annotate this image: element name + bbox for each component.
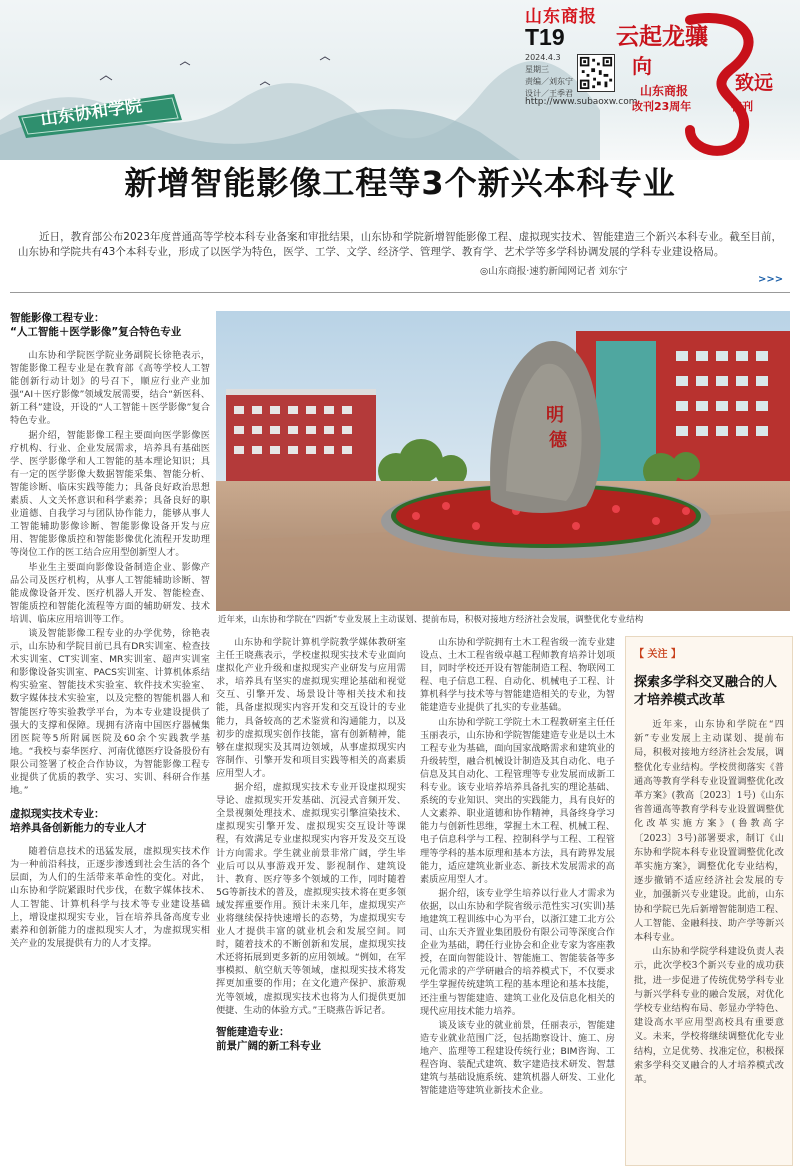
section-1-title: 智能影像工程专业：	[10, 312, 105, 324]
column-1	[10, 311, 210, 951]
slogan-special-edition: 特刊	[731, 100, 754, 113]
slogan-anniversary-text: 改刊23周年	[632, 100, 692, 113]
reporter-byline: ◎山东商报·速豹新闻网记者 刘东宁	[480, 266, 628, 277]
section-3-paragraph: 山东协和学院工学院土木工程教研室主任任玉丽表示，山东协和学院智能建造专业是以土木工程专业为基础，面向国家战略需求和建筑业的升级转型，融合机械设计制造及其自动化、电子信息及其自动化、工程管理等专业发展而成新工科专业。该专业培养培养具备扎实的理论基础、系统的专业知识、突出的实践能力，具有良好的人文素养、职业道德和协作精神，具备终身学习能力与创新性思维，掌握土木工程、机械工程、电子信息科学与工程、控制科学与工程、工程管理等学科的基本原理和基本方法，具有跨界发展能力，适应建筑业新业态、新技术发展需求的高素质应用型人才。	[420, 716, 615, 885]
sidebar-paragraph: 山东协和学院学科建设负责人表示，此次学校3个新兴专业的成功获批，进一步促进了传统优势学科专业与新兴学科专业的融合发展，对优化学校专业结构布局、彰显办学特色、建设高水平应用型高校具有重要意义。未来，学校将继续调整优化专业结构，立足优势、找准定位，积极探索多学科交叉融合的人才培养模式改革。	[634, 946, 784, 1086]
sidebar-title: 探索多学科交叉融合的人才培养模式改革	[634, 675, 778, 708]
campus-photo	[216, 311, 790, 611]
photo-caption: 近年来，山东协和学院在“四新”专业发展上主动谋划、提前布局，积极对接地方经济社会发展，调整优化专业结构	[218, 615, 644, 625]
issue-weekday: 星期三	[525, 65, 549, 74]
section-2-paragraph: 山东协和学院计算机学院教学媒体教研室主任王晓燕表示，学校虚拟现实技术专业面向虚拟化产业升级和虚拟现实产业研发与应用需求，培养具有坚实的虚拟现实理论基础和视觉交互、引擎开发、场景设计等相关技术和技能，具备虚拟现实内容开发和交互设计的专业能力，具备较高的艺术鉴赏和沟通能力，以及初步的虚拟现实创作技能，富有创新精神，能够在虚拟现实及其周边领域，从事虚拟现实内容制作、引擎开发和项目实践等相关的高素质应用型人才。	[216, 637, 406, 779]
slogan-sub-paper: 山东商报	[640, 84, 689, 98]
divider	[10, 292, 790, 293]
section-1-paragraph: 据介绍，智能影像工程主要面向医学影像医疗机构、行业、企业发展需求，培养具有基础医学、医学影像学和人工智能的基本理论知识；具有一定的医学影像大数据智能采集、智能分析、智能诊断、临床实践等能力；具备良好政治思想素质、人文关怀意识和科学素养；具备良好的职业道德、自我学习与团队协作能力，能够从事人工智能辅助影像诊断、智能影像设备开发与应用、智能影像质控和智能影像优化流程开发助理等岗位工作的医工结合应用型创新型人才。	[10, 429, 210, 559]
column-3	[420, 636, 615, 1098]
school-badge-text: 山东协和学院	[39, 95, 144, 130]
section-1-paragraph: 谈及智能影像工程专业的办学优势，徐艳表示，山东协和学院目前已具有DR实训室、检查技术实训室、CT实训室、MR实训室、超声实训室和影像设备实训室、PACS实训室、计算机体系结构实验室、智能技术实验室、软件技术实验室、数字媒体技术实验室，以及完整的智能机器人和智能医疗等实验教学平台，为本专业建设提供了强大的支撑和保障。现拥有济南中国医疗器械集团医院等5所附属医院及60余个实践教学基地。“我校与泰华医疗、河南优德医疗设备股份有限公司签署了校企合作协议，为智能影像工程专业提供了优质的教学、实习、实训、科研合作基地。”	[10, 627, 210, 797]
designer-credit: 设计／王季君	[525, 89, 573, 98]
slogan-line-1: 云起龙骧	[616, 23, 708, 50]
section-3-paragraph: 据介绍，该专业学生培养以行业人才需求为依据，以山东协和学院省级示范性实习(实训)基地建筑工程训练中心为平台，以浙江建工北方公司、山东天齐置业集团股份有限公司等深度合作企业为基础，聘任行业协会和企业专家为客座教授，在面向智能设计、智能施工、智能装备等多元化需求的产学研融合的培养模式下，不仅要求学生掌握传统建筑工程的基本理论和基本技能，还注重与智能建造、建筑工业化及信息化相关的现代应用技术能力培养。	[420, 887, 615, 1017]
section-2-paragraph: 随着信息技术的迅猛发展，虚拟现实技术作为一种前沿科技，正逐步渗透到社会生活的各个层面，为人们的生活带来革命性的变化。对此，山东协和学院紧跟时代步伐，在数字媒体技术、人工智能、计算机科学与技术等专业建设基础上，增设虚拟现实专业，旨在培养具备高度专业素养和创新能力的虚拟现实人才，为虚拟现实相关产业的发展提供有力的人才支撑。	[10, 846, 210, 949]
slogan-line-2: 向	[632, 54, 652, 78]
sidebar-box	[625, 636, 793, 1166]
page-headline: 新增智能影像工程等3个新兴本科专业	[124, 164, 676, 202]
section-3-title: 智能建造专业：	[216, 1025, 290, 1038]
slogan-sub-anniversary	[632, 98, 753, 114]
sidebar-paragraph: 近年来，山东协和学院在“四新”专业发展上主动谋划、提前布局，积极对接地方经济社会发展，调整优化专业结构。学校贯彻落实《普通高等教育学科专业设置调整优化改革方案》(教高〔2023〕1号)《山东省普通高等教育学科专业设置调整优化改革实施方案》(鲁教高字〔2023〕3号)部署要求，制订《山东协和学院本科专业设置调整优化改革实施方案》，调整优化专业结构，逐步撤销不适应经济社会发展的专业，加强新兴专业建设。此前，山东协和学院已先后新增智能制造工程、人工智能、金融科技、助产学等新兴本科专业。	[634, 719, 784, 944]
masthead-meta	[525, 52, 573, 100]
editor-credit: 责编／刘东宁	[525, 77, 573, 86]
slogan-line-3: 致远	[735, 72, 774, 94]
svg-text:德: 德	[549, 430, 567, 451]
section-1-paragraph: 山东协和学院医学院业务副院长徐艳表示，智能影像工程专业是在教育部《高等学校人工智能创新行动计划》的号召下，顺应行业产业加强“AI＋医疗影像”领域发展需要，结合“新医科、新工科”建设，开设的“人工智能＋医学影像”复合特色专业。	[10, 350, 210, 427]
section-2-subtitle: 培养具备创新能力的专业人才	[10, 822, 147, 835]
sidebar-body	[634, 718, 784, 1087]
section-1-paragraph: 毕业生主要面向影像设备制造企业、影像产品公司及医疗机构，从事人工智能辅助诊断、智能成像设备开发、医疗机器人开发、智能检查、智能质控和智能化流程等方面的辅助研发、技术培训、临床应用培训等工作。	[10, 561, 210, 625]
section-3-paragraph: 山东协和学院拥有土木工程省级一流专业建设点、土木工程省级卓越工程师教育培养计划项目，同时学校还开设有智能制造工程、物联网工程、电子信息工程、自动化、机械电子工程、计算机科学与技术等与智能建造相关的专业，为智能建造专业提供了扎实的专业基础。	[420, 637, 615, 714]
lead-paragraph: 近日，教育部公布2023年度普通高等学校本科专业备案和审批结果，山东协和学院新增智能影像工程、虚拟现实技术、智能建造三个新兴本科专业。截至目前，山东协和学院共有43个本科专业，形成了以医学为特色，医学、工学、文学、经济学、管理学、教育学、艺术学等多学科协调发展的学科专业建设格局。	[18, 231, 782, 258]
paper-name: 山东商报	[525, 7, 597, 27]
column-2	[216, 636, 406, 1061]
website-url: http://www.subaoxw.com	[525, 97, 638, 107]
svg-text:明: 明	[546, 405, 564, 426]
section-2-paragraph: 据介绍，虚拟现实技术专业开设虚拟现实导论、虚拟现实开发基础、沉浸式音频开发、全景视频处理技术、虚拟现实引擎渲染技术、虚拟现实引擎开发、虚拟现实交互设计等课程，有效满足专业虚拟现实内容开发及交互设计方向需求。学生就业前景非常广阔，学生毕业后可以从事游戏开发、影视制作、建筑设计、教育、医疗等多个领域的工作，同时随着5G等新技术的普及，虚拟现实技术将在更多领域发挥重要作用。预计未来几年，虚拟现实产业将继续保持快速增长的态势，为虚拟现实专业人才提供丰富的就业机会和发展空间。同时，随着技术的不断创新和发展，虚拟现实技术还将拓展到更多新的应用领域。“例如，在军事模拟、航空航天等领域，虚拟现实技术将发挥更加重要的作用；在文化遗产保护、旅游观光等领域，虚拟现实技术也将为人们提供更加便捷、生动的体验方式。”王晓燕告诉记者。	[216, 782, 406, 1016]
page-number: T19	[525, 24, 565, 50]
issue-date: 2024.4.3	[525, 53, 561, 62]
sidebar-tag: 【 关注 】	[634, 649, 681, 660]
section-3-subtitle: 前景广阔的新工科专业	[216, 1039, 321, 1052]
continue-marker: >>>	[758, 274, 784, 285]
section-2-title: 虚拟现实技术专业：	[10, 808, 105, 821]
section-1-subtitle: “人工智能＋医学影像”复合特色专业	[10, 326, 182, 338]
qr-code-icon[interactable]	[577, 54, 615, 92]
section-3-paragraph: 谈及该专业的就业前景，任丽表示，智能建造专业就业范围广泛，包括勘察设计、施工、房地产、监理等工程建设传统行业；BIM咨询、工程咨询、装配式建筑、数字建造技术研发、智慧建筑与基础设施系统、建筑机器人研发、工业化智能建造等建筑业新技术企业。	[420, 1019, 615, 1097]
